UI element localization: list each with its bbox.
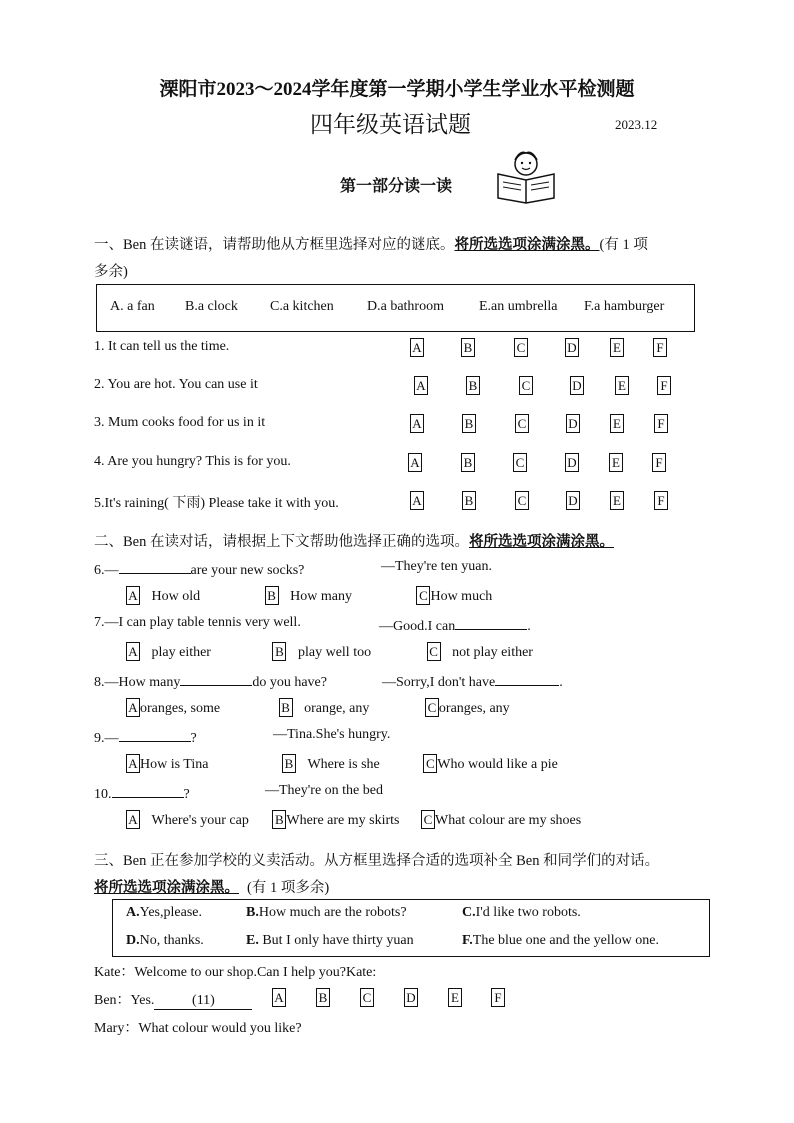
choice-d[interactable]: D [570,376,584,395]
choice-a[interactable]: A [126,810,140,829]
choice-b[interactable]: B [316,988,330,1007]
choice-b[interactable]: B [272,642,286,661]
choice-a[interactable]: A [126,642,140,661]
question-10: 10. ? [94,783,190,803]
q6-options: A How old B How many C How much [126,586,492,605]
q6-response: —They're ten yuan. [381,559,492,574]
dialogue-line-2: Ben：Yes. (11) [94,989,252,1010]
section1-intro: 一、Ben 在读谜语，请帮助他从方框里选择对应的谜底。将所选选项涂满涂黑。(有 1 项 [94,237,648,253]
question-1: 1. It can tell us the time. [94,339,230,354]
choice-a[interactable]: A [272,988,286,1007]
s1-option-b: B.a clock [185,299,238,314]
exam-subtitle: 四年级英语试题 [310,112,471,137]
choice-a[interactable]: A [126,586,140,605]
choice-e[interactable]: E [448,988,462,1007]
choice-b[interactable]: B [466,376,480,395]
answer-blank[interactable] [495,671,559,686]
choice-f[interactable]: F [652,453,666,472]
q7-response: —Good.I can . [379,615,531,635]
choice-e[interactable]: E [610,338,624,357]
choice-e[interactable]: E [610,414,624,433]
section1-note: 多余) [94,264,128,280]
answer-blank[interactable] [180,671,252,686]
choice-b[interactable]: B [461,338,475,357]
s1-option-f: F.a hamburger [584,299,665,314]
choice-b[interactable]: B [462,491,476,510]
choice-b[interactable]: B [272,810,286,829]
choice-b[interactable]: B [461,453,475,472]
s1-option-e: E.an umbrella [479,299,558,314]
choice-f[interactable]: F [657,376,671,395]
section3-instr: 将所选选项涂满涂黑。 (有 1 项多余) [94,880,330,896]
choice-a[interactable]: A [414,376,428,395]
q10-response: —They're on the bed [265,783,383,798]
question-4: 4. Are you hungry? This is for you. [94,454,291,469]
dialogue-line-1: Kate：Welcome to our shop.Can I help you?Kate: [94,965,377,980]
question-7: 7.—I can play table tennis very well. [94,615,301,630]
answer-blank[interactable] [119,559,191,574]
s3-option-d: D.No, thanks. [126,933,204,948]
choice-c[interactable]: C [514,338,528,357]
choice-d[interactable]: D [566,491,580,510]
choice-c[interactable]: C [425,698,439,717]
choice-a[interactable]: A [410,491,424,510]
choice-c[interactable]: C [421,810,435,829]
choice-b[interactable]: B [265,586,279,605]
choice-f[interactable]: F [654,491,668,510]
choice-f[interactable]: F [654,414,668,433]
choice-c[interactable]: C [360,988,374,1007]
s3-option-c: C.I'd like two robots. [462,905,581,920]
q10-options: A Where's your cap B Where are my skirts C What colour are my shoes [126,810,581,829]
choice-c[interactable]: C [427,642,441,661]
choice-c[interactable]: C [519,376,533,395]
question-9: 9.— ? [94,727,197,747]
s3-option-b: B.How much are the robots? [246,905,407,920]
choice-c[interactable]: C [423,754,437,773]
part-heading: 第一部分读一读 [340,178,453,195]
s1-option-c: C.a kitchen [270,299,334,314]
exam-date: 2023.12 [615,117,658,132]
reading-child-icon [490,148,562,204]
answer-blank-11[interactable]: (11) [154,993,252,1010]
choice-f[interactable]: F [653,338,667,357]
s1-option-a: A. a fan [110,299,155,314]
answer-blank[interactable] [455,615,527,630]
choice-a[interactable]: A [126,754,140,773]
q8-response: —Sorry,I don't have . [382,671,563,691]
question-3: 3. Mum cooks food for us in it [94,415,266,430]
s1-option-d: D.a bathroom [367,299,444,314]
choice-c[interactable]: C [515,414,529,433]
choice-e[interactable]: E [609,453,623,472]
q9-options: A How is Tina B Where is she C Who would like a pie [126,754,558,773]
answer-blank[interactable] [112,783,184,798]
choice-d[interactable]: D [565,453,579,472]
choice-e[interactable]: E [615,376,629,395]
choice-c[interactable]: C [515,491,529,510]
question-6: 6.— are your new socks? [94,559,304,579]
question-2: 2. You are hot. You can use it [94,377,258,392]
dialogue-line-3: Mary：What colour would you like? [94,1021,302,1036]
question-8: 8.—How many do you have? [94,671,327,691]
exam-title: 溧阳市2023～2024学年度第一学期小学生学业水平检测题 [159,79,635,100]
choice-a[interactable]: A [410,338,424,357]
s3-option-a: A.Yes,please. [126,905,202,920]
choice-d[interactable]: D [566,414,580,433]
s3-option-f: F.The blue one and the yellow one. [462,933,659,948]
choice-d[interactable]: D [565,338,579,357]
choice-a[interactable]: A [410,414,424,433]
answer-blank[interactable] [119,727,191,742]
choice-a[interactable]: A [408,453,422,472]
s3-option-e: E. But I only have thirty yuan [246,933,414,948]
choice-a[interactable]: A [126,698,140,717]
section3-intro: 三、Ben 正在参加学校的义卖活动。从方框里选择合适的选项补全 Ben 和同学们的对话。 [94,853,660,869]
choice-e[interactable]: E [610,491,624,510]
choice-f[interactable]: F [491,988,505,1007]
choice-d[interactable]: D [404,988,418,1007]
q7-options: A play either B play well too C not play either [126,642,533,661]
question-5: 5.It's raining( 下雨) Please take it with you. [94,496,339,511]
choice-c[interactable]: C [416,586,430,605]
q9-response: —Tina.She's hungry. [273,727,391,742]
choice-b[interactable]: B [279,698,293,717]
section2-intro: 二、Ben 在读对话，请根据上下文帮助他选择正确的选项。将所选选项涂满涂黑。 [94,534,614,550]
q8-options: A oranges, some B orange, any C oranges, any [126,698,510,717]
choice-b[interactable]: B [282,754,296,773]
choice-b[interactable]: B [462,414,476,433]
choice-c[interactable]: C [513,453,527,472]
